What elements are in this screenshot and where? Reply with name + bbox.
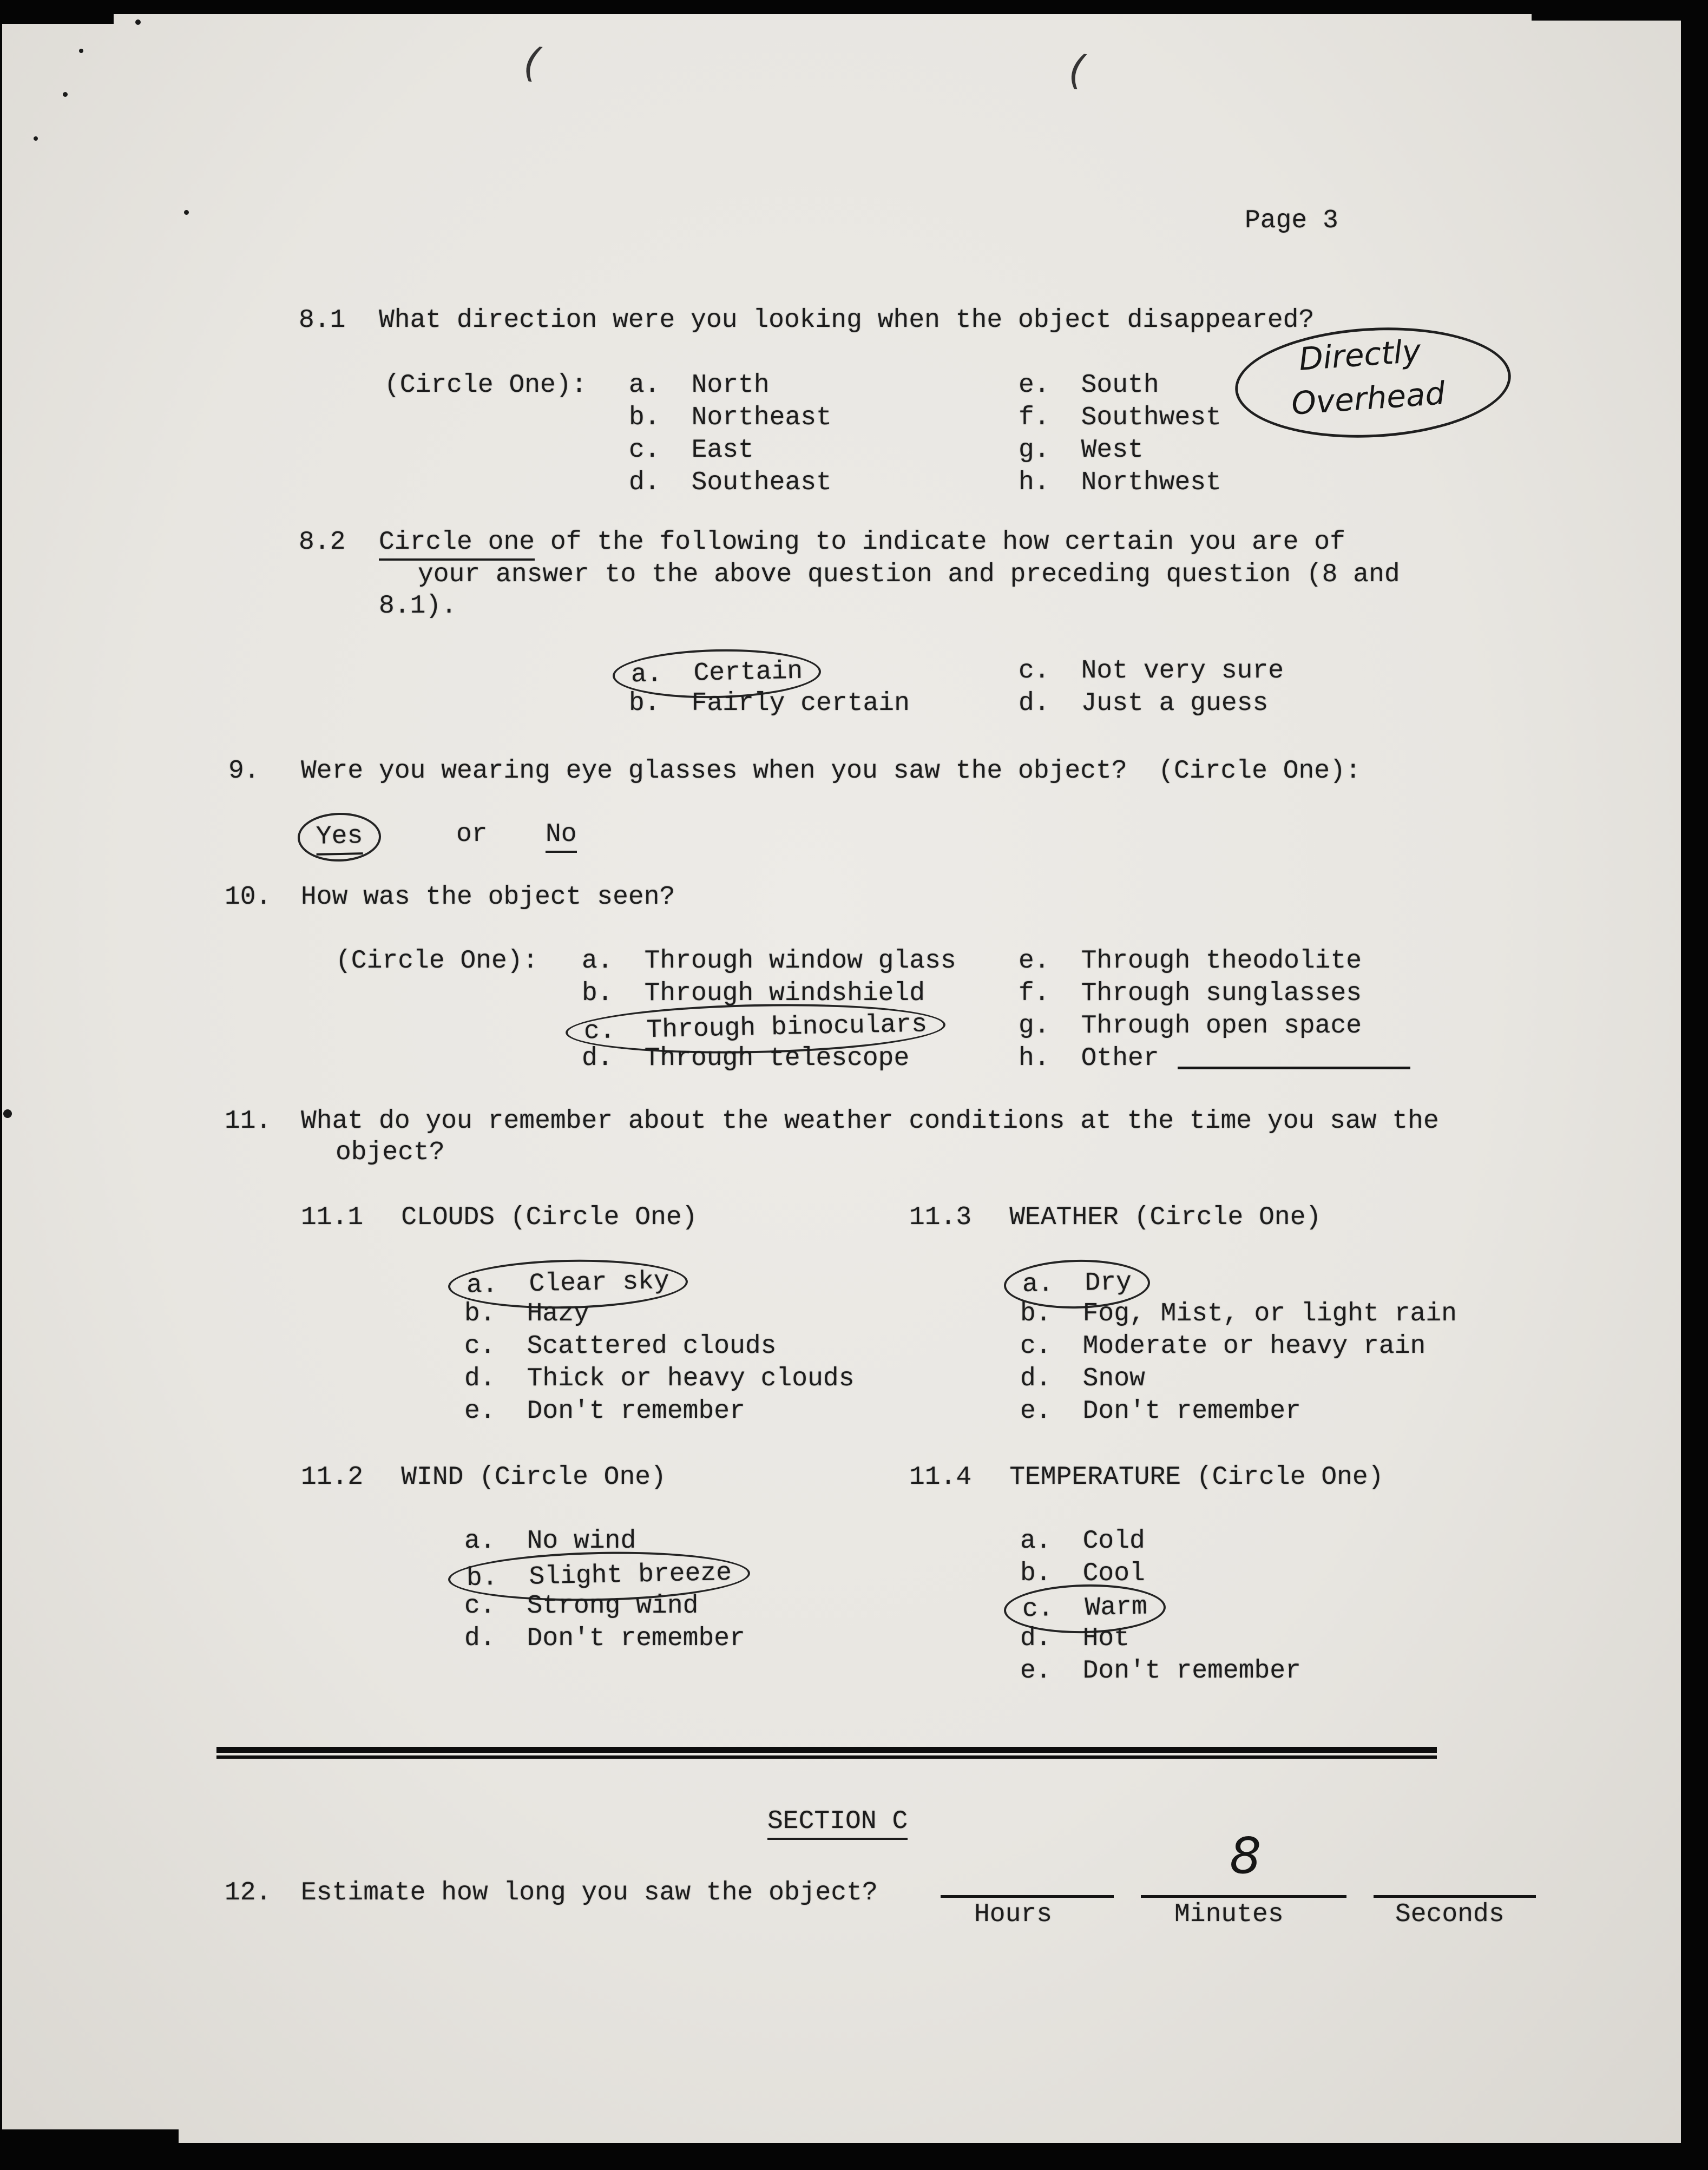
option-label: Scattered clouds bbox=[527, 1332, 777, 1361]
option-letter: a. bbox=[630, 660, 663, 690]
other-blank-line bbox=[1178, 1061, 1410, 1069]
option-letter: h. bbox=[1019, 468, 1050, 497]
option-label: Not very sure bbox=[1081, 656, 1284, 686]
option-letter: b. bbox=[582, 979, 613, 1008]
question-number-8-2: 8.2 bbox=[299, 528, 346, 557]
subquestion-title: WEATHER (Circle One) bbox=[1009, 1203, 1322, 1232]
option-row-10-e bbox=[1019, 945, 1362, 977]
option-label: Fog, Mist, or light rain bbox=[1082, 1299, 1457, 1329]
option-row-11-3-e bbox=[1020, 1395, 1301, 1428]
option-letter: b. bbox=[1020, 1299, 1052, 1329]
option-label: No wind bbox=[527, 1527, 636, 1556]
option-label: Moderate or heavy rain bbox=[1082, 1332, 1426, 1361]
minutes-label: Minutes bbox=[1174, 1900, 1284, 1929]
option-label: Northwest bbox=[1081, 468, 1221, 497]
option-letter: f. bbox=[1019, 403, 1050, 432]
option-letter: d. bbox=[629, 468, 660, 497]
option-row-10-d bbox=[582, 1042, 909, 1075]
question-text-11-line1: What do you remember about the weather conditions at the time you saw the bbox=[301, 1107, 1439, 1136]
option-row-8-2-b bbox=[629, 687, 910, 720]
option-letter: a. bbox=[1022, 1269, 1054, 1300]
option-letter: a. bbox=[582, 946, 613, 976]
option-label: Warm bbox=[1085, 1592, 1148, 1623]
section-title-text: SECTION C bbox=[767, 1807, 908, 1840]
option-label: Dry bbox=[1085, 1267, 1132, 1298]
option-row-8-1-f bbox=[1019, 402, 1221, 434]
handwritten-annotation-line1: Directly bbox=[1297, 332, 1422, 378]
subquestion-number: 11.3 bbox=[909, 1203, 972, 1232]
option-label: Other bbox=[1081, 1044, 1159, 1073]
option-row-11-2-b bbox=[464, 1557, 734, 1594]
question-number-12: 12. bbox=[225, 1878, 272, 1908]
option-label: Strong wind bbox=[527, 1592, 699, 1621]
option-letter: d. bbox=[464, 1364, 496, 1393]
scan-edge-bottom-left-blob bbox=[0, 2129, 179, 2170]
hours-label: Hours bbox=[974, 1900, 1053, 1929]
scan-mark-paren-right: ( bbox=[1067, 47, 1086, 94]
option-row-11-3-c bbox=[1020, 1330, 1425, 1363]
option-label: Hot bbox=[1082, 1624, 1130, 1653]
subquestion-number: 11.2 bbox=[301, 1463, 364, 1492]
yes-label: Yes bbox=[316, 821, 363, 856]
section-c-title bbox=[767, 1805, 908, 1838]
option-row-11-3-b bbox=[1020, 1298, 1457, 1330]
scan-speck bbox=[135, 19, 141, 25]
option-row-11-3-d bbox=[1020, 1363, 1145, 1395]
option-label: Hazy bbox=[527, 1299, 589, 1329]
option-letter: d. bbox=[582, 1044, 613, 1073]
subquestion-11-3-header bbox=[909, 1201, 1321, 1234]
question-text-8-2-line2: your answer to the above question and preceding question (8 and bbox=[418, 560, 1400, 589]
option-label: Don't remember bbox=[1082, 1397, 1301, 1426]
option-row-8-2-c bbox=[1019, 655, 1284, 687]
option-letter: c. bbox=[1022, 1594, 1054, 1625]
option-label: Through window glass bbox=[644, 946, 956, 976]
handwritten-minutes-value: 8 bbox=[1230, 1827, 1262, 1885]
option-label: South bbox=[1081, 371, 1159, 400]
question-text-12: Estimate how long you saw the object? bbox=[301, 1878, 878, 1908]
option-label: Through open space bbox=[1081, 1011, 1362, 1041]
no-label: No bbox=[546, 820, 577, 853]
scan-edge-top bbox=[0, 0, 1708, 14]
subquestion-title: WIND (Circle One) bbox=[401, 1463, 666, 1492]
option-label: West bbox=[1081, 436, 1144, 465]
option-label: Clear sky bbox=[529, 1267, 670, 1299]
option-label: Certain bbox=[693, 656, 803, 688]
option-letter: c. bbox=[1020, 1332, 1052, 1361]
option-letter: g. bbox=[1019, 436, 1050, 465]
scan-edge-top-left-blob bbox=[0, 0, 114, 24]
circle-one-label-10: (Circle One): bbox=[336, 946, 538, 976]
option-letter: c. bbox=[464, 1592, 496, 1621]
option-letter: d. bbox=[1020, 1364, 1052, 1393]
option-row-8-1-e bbox=[1019, 369, 1159, 402]
option-label: Through windshield bbox=[644, 979, 925, 1008]
option-letter: f. bbox=[1019, 979, 1050, 1008]
option-letter: d. bbox=[1019, 689, 1050, 718]
option-row-8-2-a bbox=[629, 655, 805, 692]
option-label: Don't remember bbox=[527, 1624, 745, 1653]
option-label: Slight breeze bbox=[529, 1558, 732, 1592]
option-row-11-4-a bbox=[1020, 1525, 1145, 1557]
no-option bbox=[546, 818, 577, 851]
question-text-9: Were you wearing eye glasses when you saw the object? (Circle One): bbox=[301, 757, 1361, 786]
scan-mark-paren-left: ( bbox=[521, 38, 542, 87]
scan-speck bbox=[184, 210, 189, 215]
option-letter: c. bbox=[629, 436, 660, 465]
option-row-11-3-a bbox=[1020, 1265, 1134, 1302]
option-letter: e. bbox=[464, 1397, 496, 1426]
circle-mark-yes bbox=[297, 812, 382, 862]
section-divider bbox=[216, 1747, 1437, 1759]
option-label: Just a guess bbox=[1081, 689, 1269, 718]
question-text-8-2-line1 bbox=[379, 526, 1345, 558]
hours-blank-line bbox=[941, 1872, 1114, 1898]
option-row-10-g bbox=[1019, 1010, 1362, 1042]
scan-edge-bottom bbox=[0, 2143, 1708, 2170]
option-label: Northeast bbox=[691, 403, 832, 432]
option-letter: a. bbox=[466, 1270, 498, 1300]
subquestion-11-4-header bbox=[909, 1461, 1384, 1494]
option-row-8-1-h bbox=[1019, 466, 1221, 499]
option-letter: b. bbox=[464, 1299, 496, 1329]
option-row-11-1-b bbox=[464, 1298, 589, 1330]
option-row-8-2-d bbox=[1019, 687, 1268, 720]
option-letter: b. bbox=[629, 403, 660, 432]
option-label: North bbox=[691, 371, 770, 400]
option-label: Through binoculars bbox=[646, 1010, 928, 1045]
option-letter: c. bbox=[583, 1016, 616, 1047]
seconds-blank-line bbox=[1374, 1872, 1536, 1898]
scan-speck bbox=[63, 92, 68, 97]
option-letter: b. bbox=[629, 689, 660, 718]
question-number-8-1: 8.1 bbox=[299, 306, 346, 335]
option-row-11-2-c bbox=[464, 1590, 698, 1622]
page-number: Page 3 bbox=[1245, 206, 1338, 235]
option-row-8-1-a bbox=[629, 369, 770, 402]
option-label: Southeast bbox=[691, 468, 832, 497]
option-label: Through sunglasses bbox=[1081, 979, 1362, 1008]
subquestion-number: 11.1 bbox=[301, 1203, 364, 1232]
option-label: Cool bbox=[1082, 1559, 1145, 1588]
option-label: Thick or heavy clouds bbox=[527, 1364, 855, 1393]
option-letter: c. bbox=[464, 1332, 496, 1361]
option-row-8-1-c bbox=[629, 434, 754, 466]
option-letter: e. bbox=[1019, 946, 1050, 976]
or-label: or bbox=[456, 820, 488, 849]
option-letter: e. bbox=[1020, 1656, 1052, 1686]
option-letter: a. bbox=[629, 371, 660, 400]
option-row-8-1-b bbox=[629, 402, 832, 434]
option-letter: a. bbox=[1020, 1527, 1052, 1556]
option-letter: h. bbox=[1019, 1044, 1050, 1073]
yes-option bbox=[314, 818, 365, 855]
option-row-10-f bbox=[1019, 977, 1362, 1010]
option-row-11-4-d bbox=[1020, 1622, 1129, 1655]
option-row-10-h bbox=[1019, 1042, 1410, 1075]
option-row-11-1-c bbox=[464, 1330, 776, 1363]
circle-one-label-8-1: (Circle One): bbox=[384, 371, 587, 400]
option-letter: g. bbox=[1019, 1011, 1050, 1041]
question-text-8-2-line3: 8.1). bbox=[379, 591, 457, 621]
question-number-10: 10. bbox=[225, 883, 272, 912]
question-text-10: How was the object seen? bbox=[301, 883, 675, 912]
handwritten-annotation-line2: Overhead bbox=[1290, 374, 1447, 422]
question-number-9: 9. bbox=[228, 757, 260, 786]
question-text: of the following to indicate how certain you are of bbox=[535, 528, 1345, 557]
option-row-8-1-g bbox=[1019, 434, 1144, 466]
option-row-8-1-d bbox=[629, 466, 832, 499]
underlined-phrase: Circle one bbox=[379, 528, 535, 561]
scan-speck bbox=[79, 49, 83, 53]
option-row-11-1-a bbox=[464, 1265, 672, 1302]
subquestion-11-1-header bbox=[301, 1201, 698, 1234]
question-number-11: 11. bbox=[225, 1107, 272, 1136]
option-label: Southwest bbox=[1081, 403, 1221, 432]
option-label: Through telescope bbox=[644, 1044, 910, 1073]
option-label: East bbox=[691, 436, 754, 465]
subquestion-number: 11.4 bbox=[909, 1463, 972, 1492]
option-label: Through theodolite bbox=[1081, 946, 1362, 976]
option-row-11-2-d bbox=[464, 1622, 745, 1655]
option-row-11-4-c bbox=[1020, 1590, 1149, 1627]
scan-edge-right bbox=[1681, 0, 1708, 2170]
option-label: Snow bbox=[1082, 1364, 1145, 1393]
question-text-8-1: What direction were you looking when the object disappeared? bbox=[379, 306, 1315, 335]
option-label: Don't remember bbox=[527, 1397, 745, 1426]
option-letter: c. bbox=[1019, 656, 1050, 686]
option-row-10-a bbox=[582, 945, 956, 977]
option-label: Fairly certain bbox=[691, 689, 910, 718]
option-label: Cold bbox=[1082, 1527, 1145, 1556]
option-letter: e. bbox=[1019, 371, 1050, 400]
scan-speck bbox=[3, 1109, 12, 1118]
seconds-label: Seconds bbox=[1395, 1900, 1505, 1929]
option-letter: a. bbox=[464, 1527, 496, 1556]
option-row-10-c bbox=[582, 1010, 929, 1047]
option-row-11-4-e bbox=[1020, 1655, 1301, 1687]
option-letter: e. bbox=[1020, 1397, 1052, 1426]
scan-speck bbox=[34, 136, 38, 141]
subquestion-title: TEMPERATURE (Circle One) bbox=[1009, 1463, 1384, 1492]
subquestion-11-2-header bbox=[301, 1461, 666, 1494]
option-letter: b. bbox=[1020, 1559, 1052, 1588]
question-text-11-line2: object? bbox=[336, 1138, 445, 1167]
subquestion-title: CLOUDS (Circle One) bbox=[401, 1203, 698, 1232]
option-letter: d. bbox=[1020, 1624, 1052, 1653]
option-label: Don't remember bbox=[1082, 1656, 1301, 1686]
option-letter: b. bbox=[466, 1563, 498, 1594]
option-letter: d. bbox=[464, 1624, 496, 1653]
option-row-11-1-d bbox=[464, 1363, 855, 1395]
option-row-11-1-e bbox=[464, 1395, 745, 1428]
